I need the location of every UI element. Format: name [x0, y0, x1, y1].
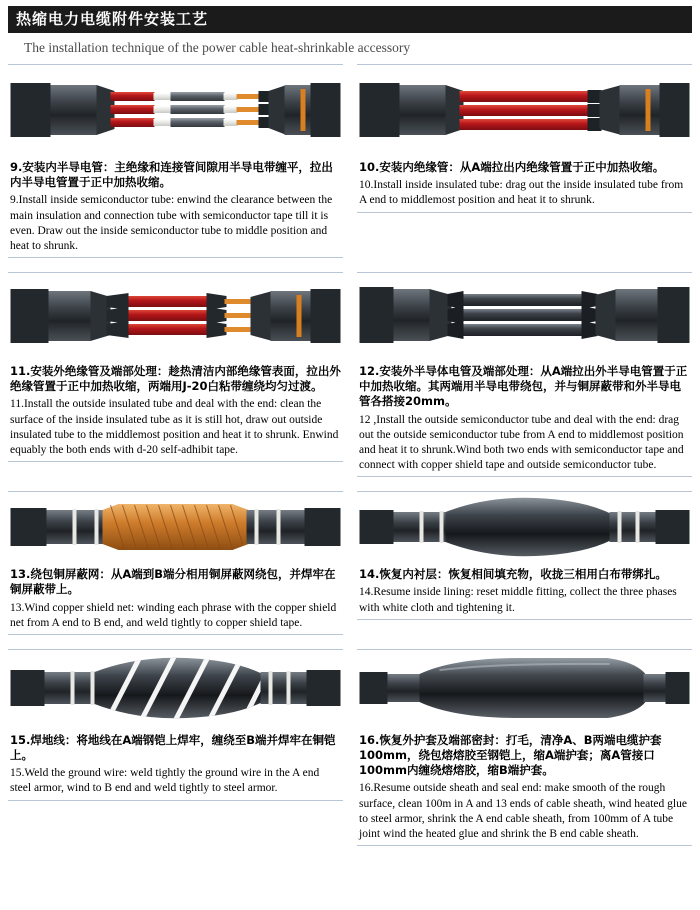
figure-13-svg: [8, 492, 343, 562]
figure-15: [8, 650, 343, 728]
caption-9: [8, 155, 343, 257]
step-card-15: [8, 643, 343, 854]
figure-12-svg: [357, 273, 692, 359]
step-card-12: [357, 266, 692, 485]
figure-10: [357, 65, 692, 155]
figure-10-svg: [357, 65, 692, 155]
figure-11: [8, 273, 343, 359]
figure-9: [8, 65, 343, 155]
caption-12: [357, 359, 692, 476]
caption-10: [357, 155, 692, 212]
caption-15-en: 15.Weld the ground wire: weld tightly the ground wire in the A end steel armor, wind to B end and weld tightly to steel armor.: [10, 767, 320, 795]
caption-15-cn: 15.焊地线：将地线在A端钢铠上焊牢，缠绕至B端并焊牢在铜铠上。: [10, 732, 336, 763]
caption-13-cn: 13.绕包铜屏蔽网：从A端到B端分相用铜屏蔽网绕包，并焊牢在铜屏蔽带上。: [10, 567, 336, 597]
caption-14: [357, 562, 692, 619]
caption-16-en: 16.Resume outside sheath and seal end: make smooth of the rough surface, clean 100m in A and 13 ends of cable sheath, wind heated glue to steel armor, shrink the A end cable sheath, from 100mm of A tube joint wind the heated glue and shrink the B end cable sheath.: [359, 782, 687, 840]
figure-14-svg: [357, 492, 692, 562]
caption-15: [8, 728, 343, 800]
caption-14-cn: 14.恢复内衬层：恢复相间填充物，收拢三相用白布带绑扎。: [359, 567, 667, 582]
step-card-11: [8, 266, 343, 485]
caption-16-cn: 16.恢复外护套及端部密封：打毛，清净A、B两端电缆护套100mm，绕包熔熔胶至钢铠上，缩A端护套；离A管接口100mm内缠绕熔熔胶，缩B端护套。: [359, 732, 662, 778]
figure-15-svg: [8, 650, 343, 728]
steps-grid: [8, 64, 692, 854]
caption-13: [8, 562, 343, 634]
figure-16-svg: [357, 650, 692, 728]
caption-12-cn: 12.安装外半导体电管及端部处理：从A端拉出外半导电管置于正中加热收缩。其两端用半导电带绕包，并与铜屏蔽带和外半导电管各搭接20mm。: [359, 364, 688, 409]
caption-11-cn: 11.安装外绝缘管及端部处理：趁热清洁内部绝缘管表面，拉出外绝缘管置于正中加热收缩，两端用J-20白粘带缠绕均匀过渡。: [10, 364, 341, 394]
figure-13: [8, 492, 343, 562]
page-subtitle: The installation technique of the power cable heat-shrinkable accessory: [24, 40, 411, 55]
figure-14: [357, 492, 692, 562]
caption-16: [357, 728, 692, 845]
figure-11-svg: [8, 273, 343, 359]
caption-10-cn: 10.安装内绝缘管：从A端拉出内绝缘管置于正中加热收缩。: [359, 160, 665, 174]
caption-11-en: 11.Install the outside insulated tube and deal with the end: clean the surface of the inside insulated tube as it is still hot, draw out outside insulated tube to the middlemost position and heat it to shrunk. Enwind equably the both ends with d-20 self-adhibit tape.: [10, 398, 339, 456]
caption-11: [8, 359, 343, 461]
figure-9-svg: [8, 65, 343, 155]
caption-13-en: 13.Wind copper shield net: winding each phrase with the copper shield net from A end to B end, and weld tightly to copper shield tape.: [10, 601, 337, 629]
step-card-16: [357, 643, 692, 854]
page-title: 热缩电力电缆附件安装工艺: [8, 6, 692, 33]
caption-12-en: 12 ,Install the outside semiconductor tube and deal with the end: drag out the outside semiconductor tube from A end to middlemost position and heat it to shrunk.Wind both two ends with semiconductor tape and connect with copper shield tape and outside semiconductor tube.: [359, 413, 684, 472]
caption-9-en: 9.Install inside semiconductor tube: enwind the clearance between the main insulation and connection tube with semiconductor tape till it is even. Draw out the inside semiconductor tube to middle position and heat to shrunk.: [10, 194, 333, 252]
step-card-10: [357, 64, 692, 266]
caption-9-cn: 9.安装内半导电管：主绝缘和连接管间隙用半导电带缠平，拉出内半导电管置于正中加热收缩。: [10, 160, 333, 190]
step-card-9: [8, 64, 343, 266]
step-card-14: [357, 485, 692, 643]
step-card-13: [8, 485, 343, 643]
figure-12: [357, 273, 692, 359]
caption-10-en: 10.Install inside insulated tube: drag out the inside insulated tube from A end to middlemost position and heat it to shrunk.: [359, 179, 684, 207]
caption-14-en: 14.Resume inside lining: reset middle fitting, collect the three phases with white cloth and tightening it.: [359, 586, 677, 614]
document-page: [0, 6, 700, 910]
figure-16: [357, 650, 692, 728]
